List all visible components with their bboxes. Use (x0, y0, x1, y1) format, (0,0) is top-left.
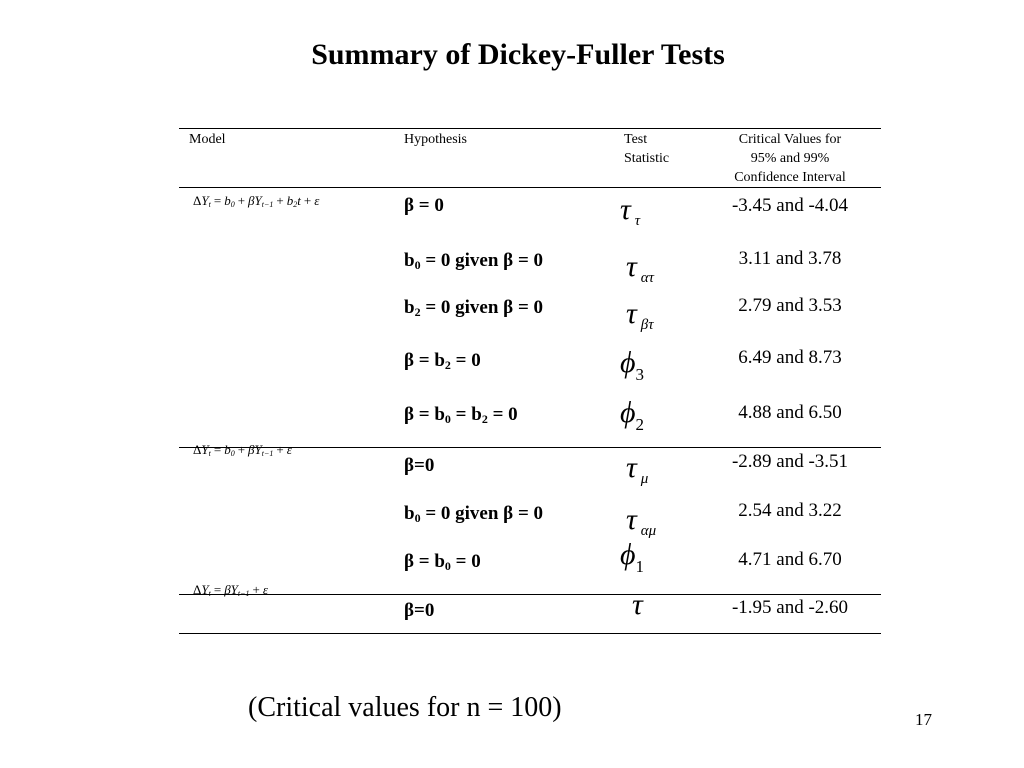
critical-values-row-9: -1.95 and -2.60 (731, 597, 849, 618)
header-critical-line3: Confidence Interval (734, 170, 846, 185)
model-equation-none: $\Delta Y_t = \beta Y_{t-1} + \varepsilon$ (193, 582, 268, 598)
hypothesis-row-6: β=0 (404, 455, 435, 476)
hypothesis-row-2: $b_0 = 0$ given β = 0 (404, 250, 544, 272)
header-critical-line1: Critical Values for (738, 132, 842, 147)
header-test-statistic (624, 130, 669, 168)
critical-values-row-3: 2.79 and 3.53 (738, 295, 842, 316)
tau-mu-statistic: τμ (626, 451, 649, 487)
page-number: 17 (915, 710, 932, 729)
header-test-statistic-line2: Statistic (624, 151, 670, 166)
critical-values-row-8: 4.71 and 6.70 (738, 549, 842, 570)
critical-values-row-1: -3.45 and -4.04 (731, 195, 849, 216)
header-model: Model (189, 132, 226, 147)
tau-statistic: τ (632, 588, 643, 621)
hypothesis-row-5: $\beta = b_0 = b_2 = 0$ (404, 404, 518, 426)
critical-values-row-4: 6.49 and 8.73 (738, 347, 842, 368)
model-3-rule (179, 594, 881, 595)
critical-values-row-5: 4.88 and 6.50 (738, 402, 842, 423)
critical-values-row-6: -2.89 and -3.51 (731, 451, 849, 472)
header-critical-line2: 95% and 99% (750, 151, 830, 166)
phi-3-statistic: ϕ3 (620, 346, 645, 384)
table-top-rule (179, 128, 881, 129)
slide-title: Summary of Dickey-Fuller Tests (311, 38, 725, 71)
phi-1-statistic: ϕ1 (620, 538, 645, 576)
model-equation-drift: $\Delta Y_t = b_0 + \beta Y_{t-1} + \varepsilon$ (193, 442, 292, 458)
hypothesis-row-3: $b_2 = 0$ given β = 0 (404, 297, 544, 319)
tau-beta-tau-statistic: τβτ (626, 297, 654, 333)
table-bottom-rule (179, 633, 881, 634)
hypothesis-row-1: β = 0 (404, 195, 444, 216)
hypothesis-row-4: $\beta = b_2 = 0$ (404, 350, 481, 372)
hypothesis-row-9: β=0 (404, 600, 435, 621)
header-hypothesis: Hypothesis (404, 132, 467, 147)
hypothesis-row-8: $\beta = b_0 = 0$ (404, 551, 481, 573)
tau-alpha-tau-statistic: τατ (626, 250, 654, 286)
header-bottom-rule (179, 187, 881, 188)
footnote: (Critical values for n = 100) (248, 692, 562, 723)
model-equation-trend: $\Delta Y_t = b_0 + \beta Y_{t-1} + b_2t + \varepsilon$ (193, 193, 320, 209)
critical-values-row-2: 3.11 and 3.78 (738, 248, 842, 269)
tau-tau-statistic: ττ (620, 193, 641, 229)
header-critical-values (700, 130, 880, 187)
phi-2-statistic: ϕ2 (620, 396, 645, 434)
header-test-statistic-line1: Test (624, 132, 648, 147)
tau-alpha-mu-statistic: ταμ (626, 503, 657, 539)
hypothesis-row-7: $b_0 = 0$ given β = 0 (404, 503, 544, 525)
critical-values-row-7: 2.54 and 3.22 (738, 500, 842, 521)
